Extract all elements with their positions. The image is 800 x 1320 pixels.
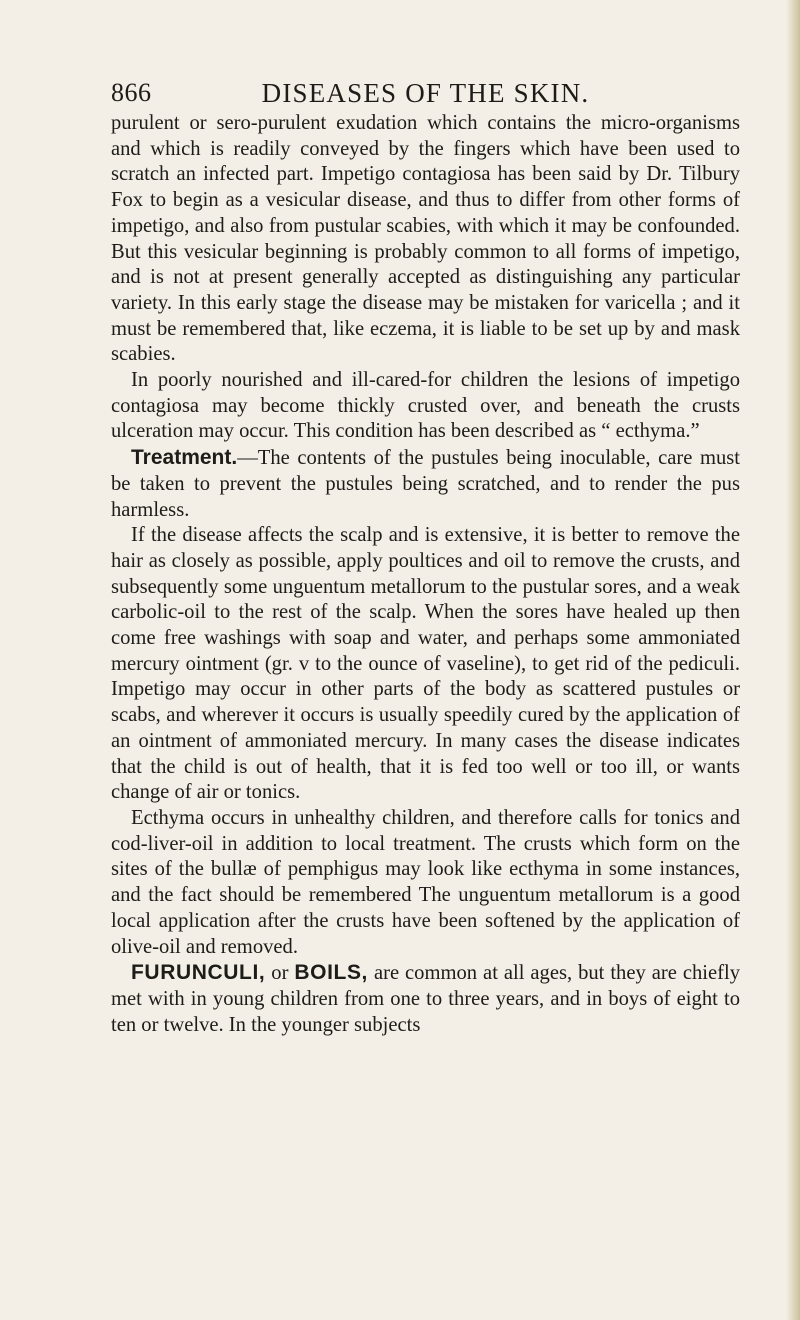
- body-text: [111, 111, 740, 1038]
- section-heading-treatment: Treatment.: [131, 446, 238, 470]
- running-head: DISEASES OF THE SKIN.: [261, 78, 590, 108]
- paragraph: [111, 111, 740, 368]
- page-edge: [786, 0, 800, 1320]
- section-heading-furunculi: FURUNCULI,: [131, 961, 266, 985]
- paragraph: [111, 368, 740, 445]
- paragraph: [111, 523, 740, 806]
- treatment-paragraph: [111, 445, 740, 523]
- heading-connector: or: [265, 962, 295, 985]
- paragraph-text: purulent or sero-purulent exudation which contains the micro-organisms and which is readily conveyed by the fingers which have been used to scratch an infected part. Impetigo contagiosa has been said by Dr. Tilbury Fox to begin as a vesicular disease, and thus to differ from other forms of impetigo, and also from pustular scabies, with which it may be confounded. But this vesicular beginning is probably common to all forms of impetigo, and is not at present generally accepted as distinguishing any particular variety. In this early stage the disease may be mistaken for varicella ; and it must be remembered that, like eczema, it is liable to be set up by and mask scabies.: [111, 112, 740, 366]
- paragraph-text: —The contents of the pustules being inoculable, care must be taken to prevent the pustules being scratched, and to render the pus harmless.: [111, 447, 740, 521]
- paragraph-text: are common at all ages, but they are chiefly met with in young children from one to three years, and in boys of eight to ten or twelve. In the younger subjects: [111, 962, 740, 1036]
- section-heading-boils: BOILS,: [294, 961, 368, 985]
- paragraph: [111, 806, 740, 960]
- page-number: 866: [111, 78, 152, 107]
- page-header: [111, 74, 740, 114]
- paragraph-text: If the disease affects the scalp and is extensive, it is better to remove the hair as closely as possible, apply poultices and oil to remove the crusts, and subsequently some unguentum metallorum to the pustular sores, and a weak carbolic-oil to the rest of the scalp. When the sores have healed up then come free washings with soap and water, and perhaps some ammoniated mercury ointment (gr. v to the ounce of vaseline), to get rid of the pediculi. Impetigo may occur in other parts of the body as scattered pustules or scabs, and wherever it occurs is usually speedily cured by the application of an ointment of ammoniated mercury. In many cases the disease indicates that the child is out of health, that it is fed too well or too ill, or wants change of air or tonics.: [111, 524, 740, 804]
- paragraph-text: In poorly nourished and ill-cared-for children the lesions of impetigo contagiosa may become thickly crusted over, and beneath the crusts ulceration may occur. This condition has been described as “ ecthyma.”: [111, 369, 740, 443]
- furunculi-paragraph: [111, 960, 740, 1038]
- paragraph-text: Ecthyma occurs in unhealthy children, and therefore calls for tonics and cod-liver-oil in addition to local treatment. The crusts which form on the sites of the bullæ of pemphigus may look like ecthyma in some instances, and the fact should be remembered The unguentum metallorum is a good local application after the crusts have been softened by the application of olive-oil and removed.: [111, 806, 740, 958]
